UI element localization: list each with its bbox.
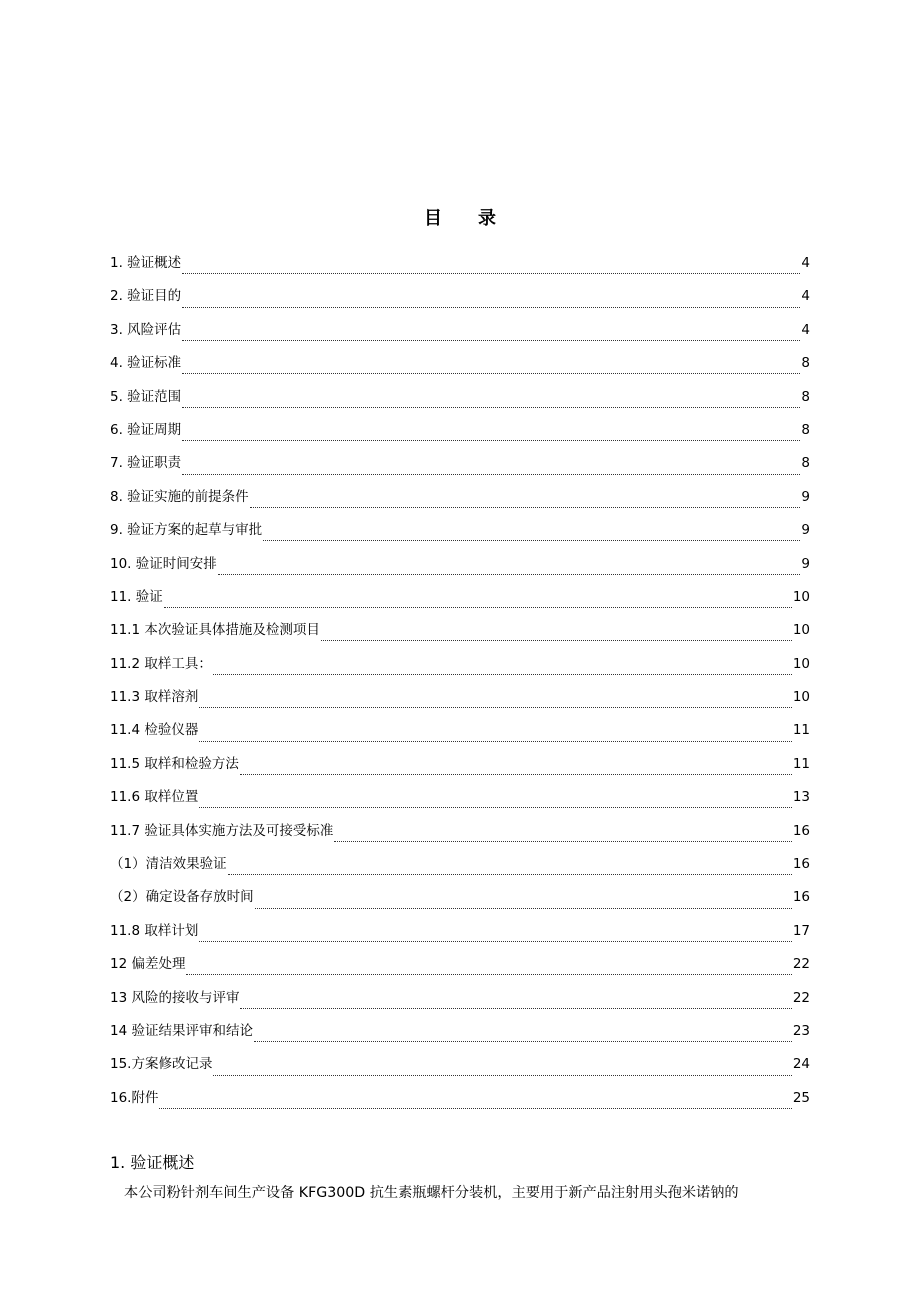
table-of-contents	[110, 251, 810, 1119]
toc-entry-label: 2. 验证目的	[110, 288, 182, 305]
toc-entry-page-number: 4	[801, 321, 810, 338]
toc-entry-label: （1）清洁效果验证	[110, 856, 227, 873]
toc-entry-label: 7. 验证职责	[110, 455, 182, 472]
toc-dot-leader	[213, 1075, 791, 1076]
toc-dot-leader	[182, 307, 800, 308]
toc-dot-leader	[228, 874, 792, 875]
toc-dot-leader	[240, 774, 792, 775]
toc-entry-page-number: 16	[792, 856, 810, 873]
toc-entry-label: 11.7 验证具体实施方法及可接受标准	[110, 822, 334, 839]
toc-entry-label: 6. 验证周期	[110, 421, 182, 438]
toc-entry-label: 11.8 取样计划	[110, 922, 199, 939]
toc-entry-page-number: 25	[792, 1089, 810, 1106]
toc-dot-leader	[218, 574, 801, 575]
toc-dot-leader	[199, 707, 791, 708]
toc-dot-leader	[186, 974, 791, 975]
toc-entry-page-number: 10	[792, 588, 810, 605]
toc-entry[interactable]	[110, 518, 810, 551]
toc-entry-page-number: 8	[801, 388, 810, 405]
toc-dot-leader	[182, 373, 800, 374]
toc-dot-leader	[199, 741, 791, 742]
toc-entry-label: 11.5 取样和检验方法	[110, 755, 239, 772]
toc-dot-leader	[164, 607, 792, 608]
toc-entry[interactable]	[110, 952, 810, 985]
toc-entry-page-number: 11	[792, 755, 810, 772]
toc-entry[interactable]	[110, 585, 810, 618]
toc-entry-label: 9. 验证方案的起草与审批	[110, 522, 263, 539]
toc-entry[interactable]	[110, 1052, 810, 1085]
toc-entry-page-number: 16	[792, 822, 810, 839]
toc-entry-label: 11.6 取样位置	[110, 789, 199, 806]
toc-entry-page-number: 8	[801, 455, 810, 472]
toc-title-char-1: 目	[424, 208, 442, 229]
toc-entry[interactable]	[110, 618, 810, 651]
toc-dot-leader	[182, 474, 800, 475]
toc-entry[interactable]	[110, 485, 810, 518]
toc-dot-leader	[199, 807, 791, 808]
toc-entry[interactable]	[110, 919, 810, 952]
toc-entry-page-number: 23	[792, 1022, 810, 1039]
toc-entry[interactable]	[110, 1086, 810, 1119]
toc-entry-label: 11.4 检验仪器	[110, 722, 199, 739]
toc-entry-page-number: 4	[801, 255, 810, 271]
toc-entry-page-number: 10	[792, 622, 810, 639]
toc-entry-label: 11.1 本次验证具体措施及检测项目	[110, 622, 320, 639]
toc-entry-page-number: 22	[792, 989, 810, 1006]
toc-entry-page-number: 17	[792, 922, 810, 939]
toc-title	[0, 204, 920, 230]
toc-entry-page-number: 22	[792, 956, 810, 973]
toc-entry[interactable]	[110, 385, 810, 418]
toc-dot-leader	[263, 540, 800, 541]
toc-entry-label: 14 验证结果评审和结论	[110, 1022, 253, 1039]
toc-title-char-2: 录	[478, 208, 496, 229]
toc-entry[interactable]	[110, 718, 810, 751]
toc-entry[interactable]	[110, 785, 810, 818]
toc-entry-page-number: 4	[801, 288, 810, 305]
toc-entry-label: 4. 验证标准	[110, 355, 182, 372]
toc-dot-leader	[334, 841, 791, 842]
toc-entry[interactable]	[110, 318, 810, 351]
toc-entry[interactable]	[110, 819, 810, 852]
toc-entry[interactable]	[110, 451, 810, 484]
toc-entry-label: 8. 验证实施的前提条件	[110, 488, 249, 505]
toc-dot-leader	[255, 908, 792, 909]
toc-entry[interactable]	[110, 251, 810, 284]
toc-dot-leader	[254, 1041, 792, 1042]
toc-dot-leader	[182, 407, 800, 408]
toc-entry-label: 11. 验证	[110, 588, 163, 605]
toc-entry[interactable]	[110, 351, 810, 384]
toc-entry[interactable]	[110, 885, 810, 918]
toc-entry[interactable]	[110, 552, 810, 585]
toc-dot-leader	[321, 640, 792, 641]
toc-dot-leader	[182, 273, 800, 274]
toc-entry-label: 10. 验证时间安排	[110, 555, 217, 572]
toc-entry-page-number: 9	[801, 488, 810, 505]
toc-entry[interactable]	[110, 852, 810, 885]
toc-entry-label: 12 偏差处理	[110, 956, 186, 973]
toc-entry-page-number: 8	[801, 355, 810, 372]
toc-entry[interactable]	[110, 284, 810, 317]
toc-dot-leader	[213, 674, 792, 675]
toc-entry-label: 1. 验证概述	[110, 255, 182, 271]
toc-entry[interactable]	[110, 1019, 810, 1052]
toc-entry-label: 13 风险的接收与评审	[110, 989, 240, 1006]
toc-entry[interactable]	[110, 418, 810, 451]
toc-entry-label: （2）确定设备存放时间	[110, 889, 254, 906]
toc-entry[interactable]	[110, 986, 810, 1019]
toc-dot-leader	[250, 507, 801, 508]
toc-entry-page-number: 10	[792, 689, 810, 706]
toc-entry-label: 3. 风险评估	[110, 321, 182, 338]
toc-entry-page-number: 11	[792, 722, 810, 739]
toc-dot-leader	[182, 440, 800, 441]
toc-entry-page-number: 8	[801, 421, 810, 438]
section-heading: 1. 验证概述	[110, 1153, 195, 1172]
toc-entry-page-number: 13	[792, 789, 810, 806]
toc-entry-label: 5. 验证范围	[110, 388, 182, 405]
toc-entry-page-number: 10	[792, 655, 810, 672]
toc-entry-label: 16.附件	[110, 1089, 159, 1106]
toc-dot-leader	[182, 340, 800, 341]
toc-entry[interactable]	[110, 685, 810, 718]
toc-entry-page-number: 24	[792, 1056, 810, 1073]
toc-entry-page-number: 9	[801, 555, 810, 572]
toc-dot-leader	[159, 1108, 791, 1109]
toc-entry[interactable]	[110, 752, 810, 785]
toc-entry-label: 11.3 取样溶剂	[110, 689, 199, 706]
toc-entry-page-number: 16	[792, 889, 810, 906]
toc-dot-leader	[240, 1008, 791, 1009]
body-paragraph: 本公司粉针剂车间生产设备 KFG300D 抗生素瓶螺杆分装机，主要用于新产品注射用头孢米诺钠的	[124, 1185, 739, 1201]
toc-entry-page-number: 9	[801, 522, 810, 539]
toc-entry[interactable]	[110, 652, 810, 685]
toc-dot-leader	[199, 941, 791, 942]
toc-entry-label: 15.方案修改记录	[110, 1056, 213, 1073]
toc-entry-label: 11.2 取样工具：	[110, 655, 212, 672]
